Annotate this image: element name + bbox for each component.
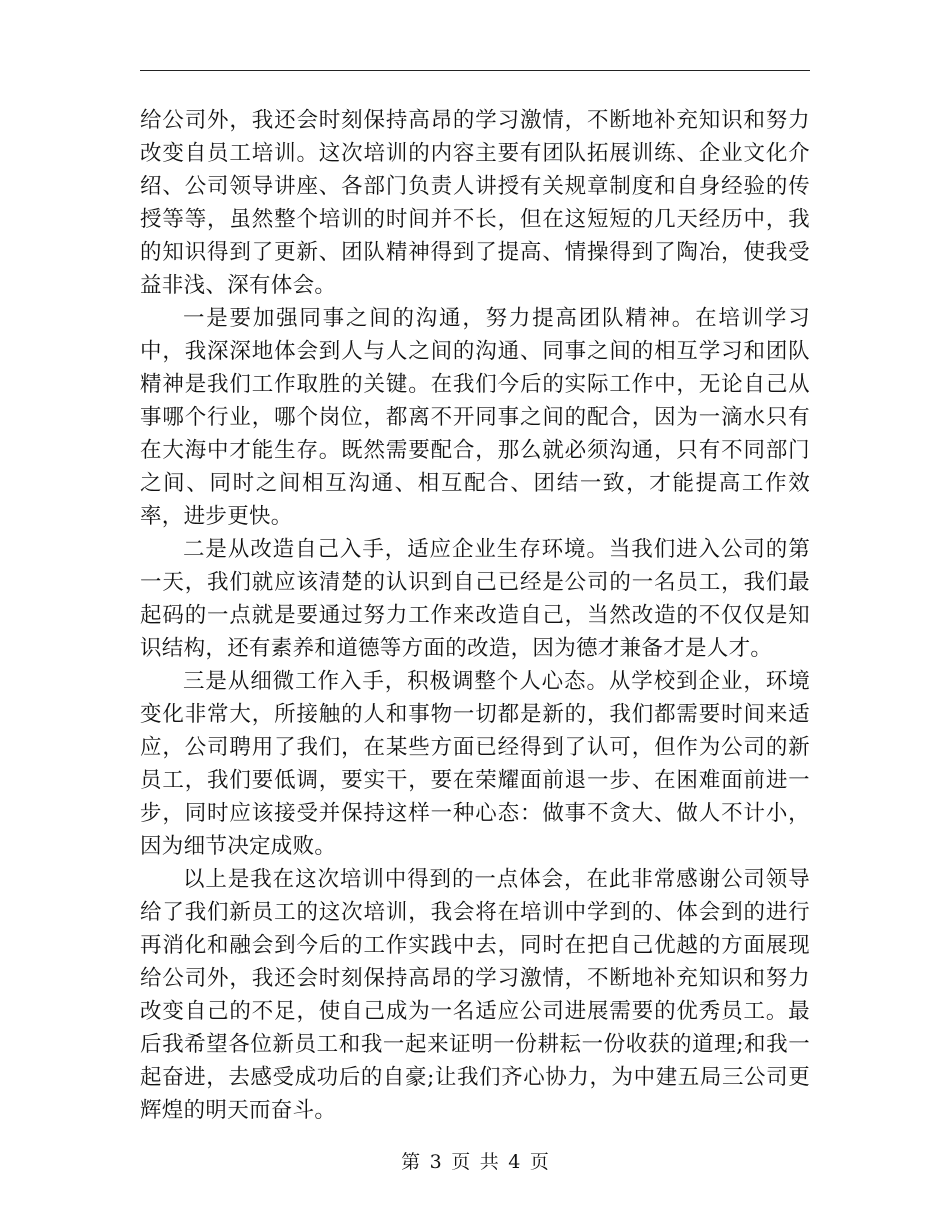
footer-total-word: 共 <box>479 1151 499 1173</box>
footer-page-word: 页 <box>451 1151 471 1173</box>
document-body <box>140 104 810 1127</box>
paragraph-4: 三是从细微工作入手，积极调整个人心态。从学校到企业，环境变化非常大，所接触的人和事物一切都是新的，我们都需要时间来适应，公司聘用了我们，在某些方面已经得到了认可，但作为公司的新员工，我们要低调，要实干，要在荣耀面前退一步、在困难面前进一步，同时应该接受并保持这样一种心态：做事不贪大、做人不计小，因为细节决定成败。 <box>140 669 810 859</box>
paragraph-2: 一是要加强同事之间的沟通，努力提高团队精神。在培训学习中，我深深地体会到人与人之间的沟通、同事之间的相互学习和团队精神是我们工作取胜的关键。在我们今后的实际工作中，无论自己从事哪个行业，哪个岗位，都离不开同事之间的配合，因为一滴水只有在大海中才能生存。既然需要配合，那么就必须沟通，只有不同部门之间、同时之间相互沟通、相互配合、团结一致，才能提高工作效率，进步更快。 <box>140 306 810 529</box>
paragraph-1: 给公司外，我还会时刻保持高昂的学习激情，不断地补充知识和努力改变自员工培训。这次培训的内容主要有团队拓展训练、企业文化介绍、公司领导讲座、各部门负责人讲授有关规章制度和自身经验的传授等等，虽然整个培训的时间并不长，但在这短短的几天经历中，我的知识得到了更新、团队精神得到了提高、情操得到了陶冶，使我受益非浅、深有体会。 <box>140 108 810 298</box>
paragraph-5: 以上是我在这次培训中得到的一点体会，在此非常感谢公司领导给了我们新员工的这次培训，我会将在培训中学到的、体会到的进行再消化和融会到今后的工作实践中去，同时在把自己优越的方面展现给公司外，我还会时刻保持高昂的学习激情，不断地补充知识和努力改变自己的不足，使自己成为一名适应公司进展需要的优秀员工。最后我希望各位新员工和我一起来证明一份耕耘一份收获的道理;和我一起奋进，去感受成功后的自豪;让我们齐心协力，为中建五局三公司更辉煌的明天而奋斗。 <box>140 867 810 1123</box>
footer-suffix: 页 <box>529 1151 549 1173</box>
header-rule <box>140 70 810 71</box>
paragraph-3: 二是从改造自己入手，适应企业生存环境。当我们进入公司的第一天，我们就应该清楚的认识到自己已经是公司的一名员工，我们最起码的一点就是要通过努力工作来改造自己，当然改造的不仅仅是知识结构，还有素养和道德等方面的改造，因为德才兼备才是人才。 <box>140 537 810 661</box>
footer-prefix: 第 <box>401 1151 421 1173</box>
footer-total-pages: 4 <box>508 1151 521 1173</box>
page-footer <box>0 1150 950 1174</box>
footer-page-number: 3 <box>429 1151 442 1173</box>
